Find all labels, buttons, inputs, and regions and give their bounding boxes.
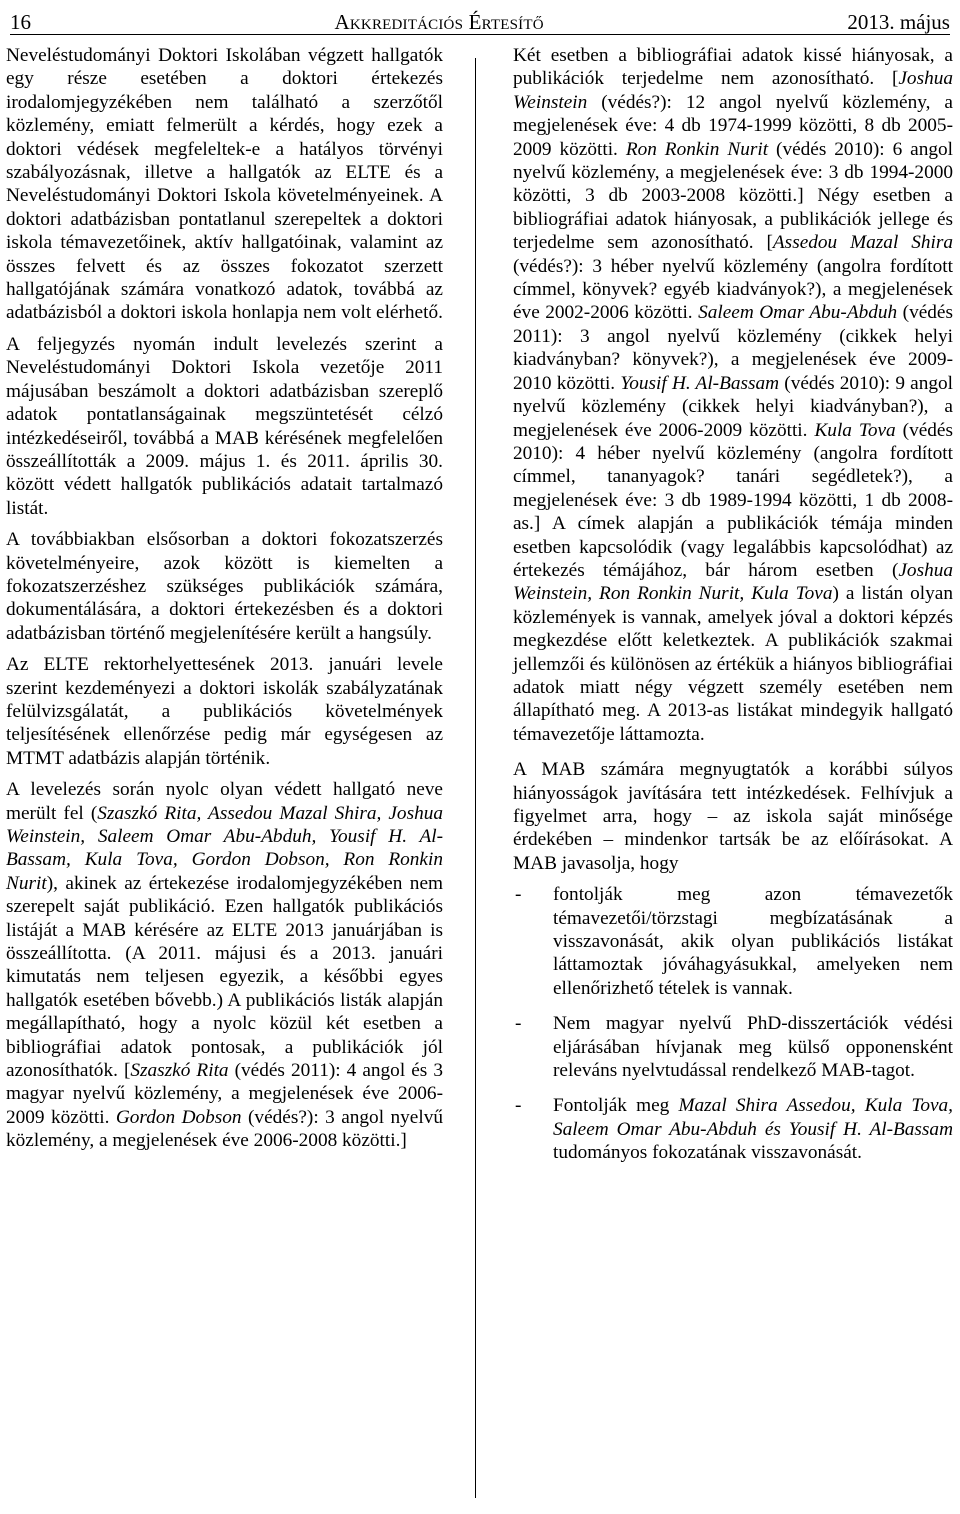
dash-marker: - <box>515 1013 522 1035</box>
person-name: Ron Ronkin Nurit <box>625 138 769 160</box>
text-run: Nem magyar nyelvű PhD-disszertációk védési eljárásában hívjanak meg külső opponensként releváns nyelvtudással rendelkező MAB-tagot. <box>553 1013 953 1082</box>
person-name: Szaszkó Rita <box>130 1060 229 1082</box>
person-name: Assedou Mazal Shira <box>772 232 954 254</box>
text-run: (védés 2011): 3 angol nyelvű közlemény (cikkek helyi kiadványban? könyvek?), a megjelenések éve 2009-2010 közötti. <box>513 302 953 394</box>
text-run: Két esetben a bibliográfiai adatok kissé hiányosak, a publikációk terjedelme nem azonosítható. [ <box>513 45 953 90</box>
text-run: ) a listán olyan közlemények is vannak, amelyek jóval a doktori képzés megkezdése előtt keletkeztek. A publikációk szakmai jellemzői és különösen az értékük a hiányos bibliográfiai adatok miatt négy végzett személy esetében nem állapítható meg. A 2013-as listákat mindegyik hallgató témavezetője láttamozta. <box>513 583 953 745</box>
person-names: Joshua Weinstein, Ron Ronkin Nurit, Kula Tova <box>513 559 953 605</box>
column-divider <box>475 58 476 1498</box>
list-item <box>513 883 953 1000</box>
text-run: Neveléstudományi Doktori Iskolában végzett hallgatók egy része esetében a doktori értekezés irodalomjegyzékében nem található a szerzőtől közlemény, emiatt felmerült a kérdés, hogy ezek a doktori védések megfeleltek-e a hatályos törvényi szabályozásnak, illetve a hallgatók az ELTE és a Neveléstudományi Doktori Iskola követelményeinek. A doktori adatbázisban pontatlanul szerepeltek a doktori iskola témavezetőinek, aktív hallgatóinak, valamint az összes felvett és az összes fokozatot szerzett hallgatójának számára vonatkozó adatok, továbbá az adatbázisból a doktori iskola honlapja nem volt elérhető. <box>6 45 443 324</box>
text-run: (védés 2010): 9 angol nyelvű közlemény (cikkek helyi kiadványban?), a megjelenések éve 2006-2009 közötti. <box>513 372 953 441</box>
text-run: A továbbiakban elsősorban a doktori fokozatszerzés követelményeire, azok között is kiemelten a fokozatszerzéshez szükséges publikációk számára, dokumentálására, a doktori értekezésben és a doktori adatbázisban történő megjelenítésére került a hangsúly. <box>6 529 443 644</box>
page-header <box>10 4 950 34</box>
right-column <box>513 44 953 1177</box>
list-item <box>513 1012 953 1082</box>
page-number: 16 <box>10 10 31 34</box>
text-run: (védés 2010): 6 angol nyelvű közlemény, a megjelenések éve: 3 db 1994-2000 közötti, 3 db 2003-2008 közötti.] Négy esetben a bibliográfiai adatok hiányosak, a publikációk jellege és terjedelme sem azonosítható. [ <box>513 138 953 254</box>
text-run: (védés?): 3 héber nyelvű közlemény (angolra fordított címmel, könyvek? egyéb kiadványok?), a megjelenések éve 2002-2006 közötti. <box>513 255 953 324</box>
person-names: Mazal Shira Assedou, Kula Tova, Saleem Omar Abu-Abduh és Yousif H. Al-Bassam <box>553 1095 953 1140</box>
paragraph <box>6 333 443 520</box>
text-run: A levelezés során nyolc olyan védett hallgató neve merült fel ( <box>6 779 443 824</box>
paragraph <box>513 758 953 875</box>
text-run: A MAB számára megnyugtatók a korábbi súlyos hiányosságok javítására tett intézkedések. Felhívjuk a figyelmet arra, hogy – az iskola saját minősége érdekében – mindenkor tartsák be az előírásokat. A MAB javasolja, hogy <box>513 759 953 874</box>
left-column <box>6 44 443 1161</box>
person-names: Szaszkó Rita, Assedou Mazal Shira, Joshua Weinstein, Saleem Omar Abu-Abduh, Yousif H. Al-Bassam, Kula Tova, Gordon Dobson, Ron Ronkin Nurit <box>6 802 443 894</box>
text-run: (védés?): 12 angol nyelvű közlemény, a megjelenések éve: 4 db 1974-1999 közötti, 8 db 2005-2009 közötti. <box>513 91 953 160</box>
text-run: A feljegyzés nyomán indult levelezés szerint a Neveléstudományi Doktori Iskola vezetője 2011 májusában beszámolt a doktori adatbázisban szereplő adatok pontatlanságainak megszüntetését célzó intézkedéseiről, továbbá a MAB kérésének megfelelően összeállították a 2009. május 1. és 2011. április 30. között védett hallgatók publikációs adatait tartalmazó listát. <box>6 333 443 519</box>
recommendation-list <box>513 883 953 1164</box>
text-run: Fontolják meg <box>553 1095 679 1117</box>
text-run: fontolják meg azon témavezetők témavezetői/törzstagi megbízatásának a visszavonását, akik olyan publikációs listákat láttamoztak jóváhagyásukkal, amelyeken nem ellenőrizhető tételek is vannak. <box>553 884 953 999</box>
text-run: (védés 2010): 4 héber nyelvű közlemény (angolra fordított címmel, tananyagok? tanári segédletek?), a megjelenések éve: 3 db 1989-1994 közötti, 1 db 2008-as.] A címek alapján a publikációk témája minden esetben kapcsolódik (vagy legalábbis kapcsolódhat) az értekezés témájához, bár három esetben ( <box>513 419 953 581</box>
paragraph <box>6 528 443 645</box>
person-name: Kula Tova <box>814 419 896 441</box>
paragraph <box>6 44 443 325</box>
text-run: (védés 2011): 4 angol és 3 magyar nyelvű közlemény, a megjelenések éve 2006-2009 közötti. <box>6 1060 443 1128</box>
paragraph <box>6 653 443 770</box>
person-name: Yousif H. Al-Bassam <box>620 372 780 394</box>
journal-title: Akkreditációs Értesítő <box>334 10 544 34</box>
dash-marker: - <box>515 884 522 906</box>
person-name: Gordon Dobson <box>115 1106 242 1128</box>
list-item <box>513 1094 953 1164</box>
paragraph <box>6 778 443 1153</box>
text-run: tudományos fokozatának visszavonását. <box>553 1142 862 1164</box>
text-run: ), akinek az értekezése irodalomjegyzékében nem szerepelt saját publikáció. Ezen hallgatók publikációs listáját a MAB kérésére az ELTE 2013 januárjában is összeállította. (A 2011. májusi és a 2013. januári kimutatás nem teljesen egyezik, a későbbi egyes hallgatók esetében bővebb.) A publikációs listák alapján megállapítható, hogy a nyolc közül két esetben a bibliográfiai adatok pontosak, a publikációk jól azonosíthatók. [ <box>6 872 443 1082</box>
text-run: (védés?): 3 angol nyelvű közlemény, a megjelenések éve 2006-2008 közötti.] <box>6 1106 443 1152</box>
person-name: Saleem Omar Abu-Abduh <box>698 302 898 324</box>
issue-date: 2013. május <box>847 10 950 34</box>
person-name: Joshua Weinstein <box>513 68 953 113</box>
dash-marker: - <box>515 1095 522 1117</box>
header-rule <box>10 34 950 35</box>
text-run: Az ELTE rektorhelyettesének 2013. januári levele szerint kezdeményezi a doktori iskolák szabályzatának felülvizsgálatát, a publikációs követelmények teljesítésének ellenőrzése pedig már egységesen az MTMT adatbázis alapján történik. <box>6 654 443 769</box>
paragraph <box>513 44 953 746</box>
